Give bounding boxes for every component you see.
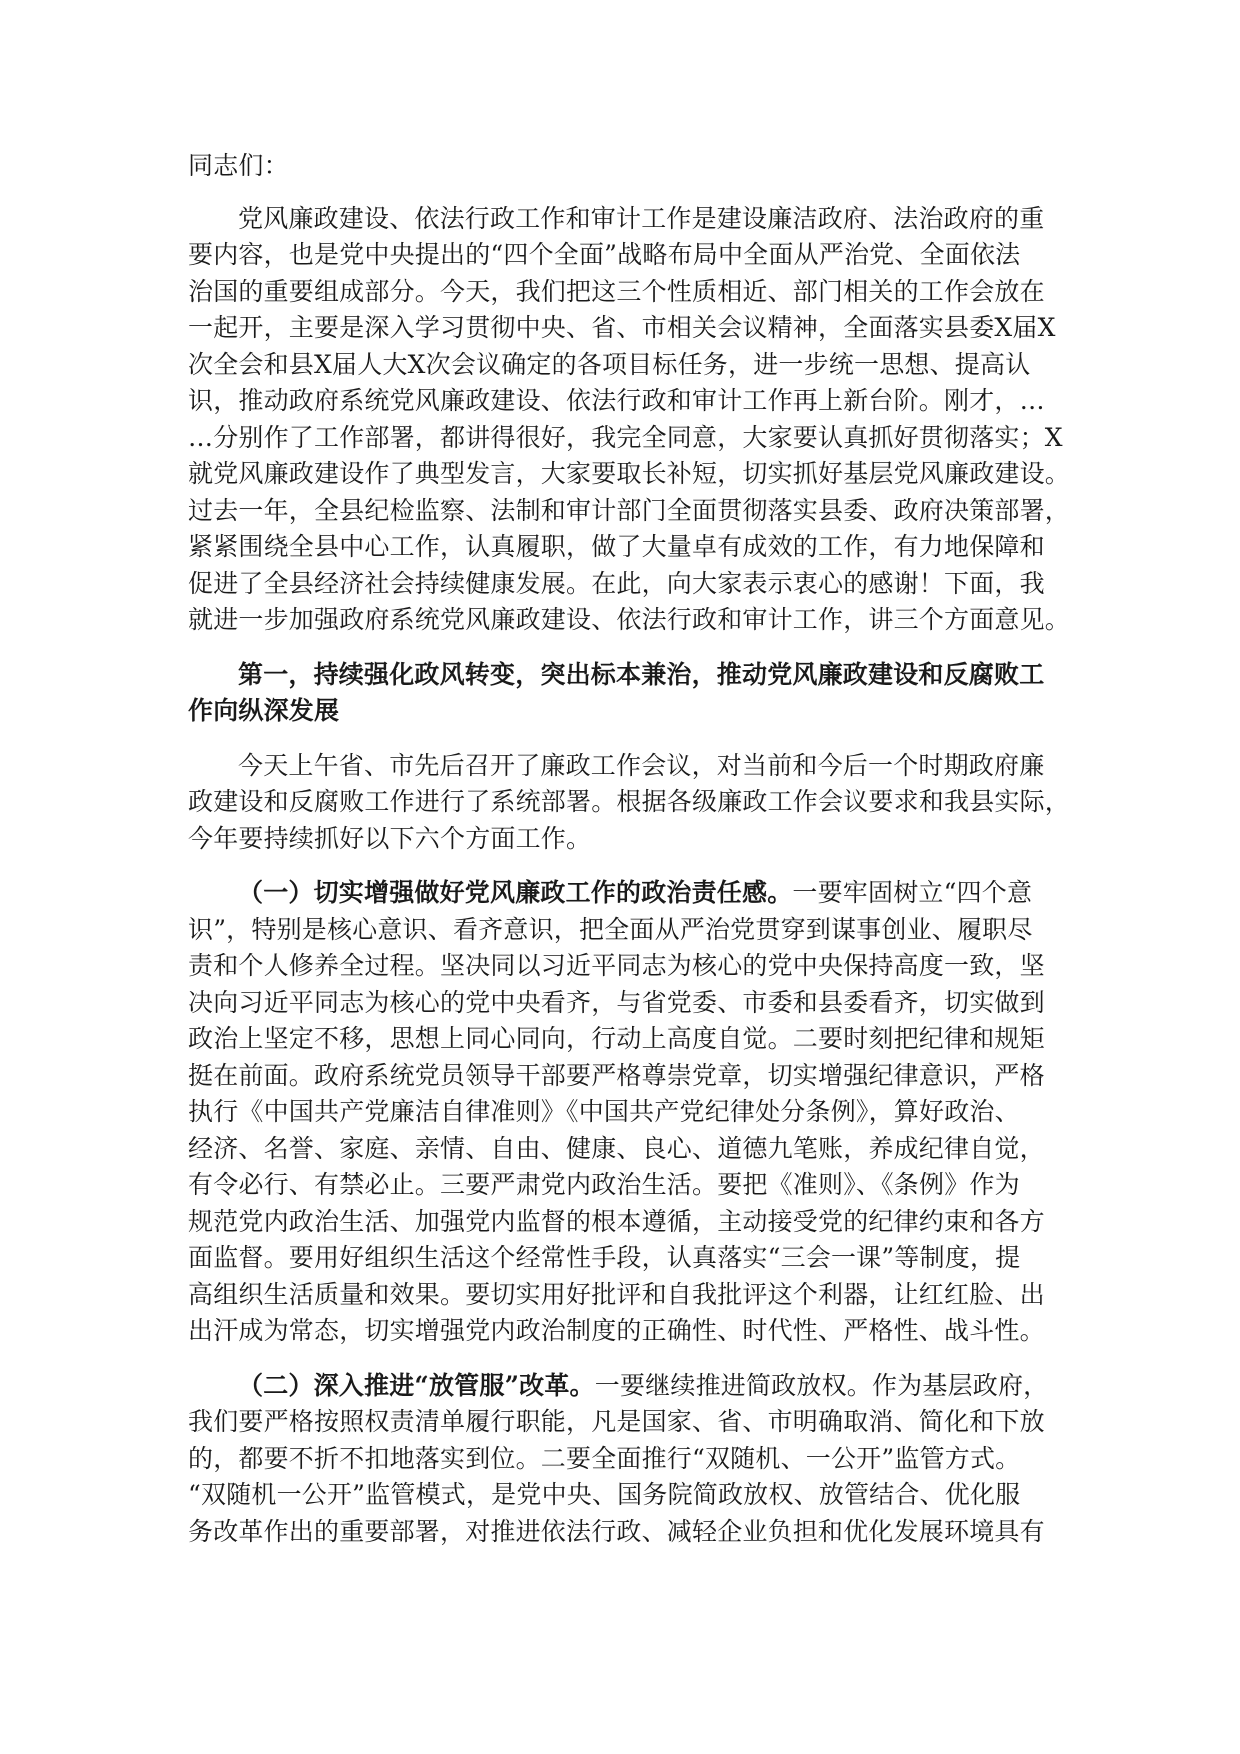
heading-line: 第一，持续强化政风转变，突出标本兼治，推动党风廉政建设和反腐败工	[238, 659, 1045, 689]
subsection-text: 一要继续推进简政放权。作为基层政府，	[594, 1370, 1049, 1400]
paragraph-line: 高组织生活质量和效果。要切实用好批评和自我批评这个利器，让红红脸、出	[188, 1279, 1045, 1309]
paragraph-line: 我们要严格按照权责清单履行职能，凡是国家、省、市明确取消、简化和下放	[188, 1407, 1045, 1436]
intro-line: 要内容，也是党中央提出的“四个全面”战略布局中全面从严治党、全面依法	[188, 240, 1021, 269]
salutation: 同志们：	[188, 151, 289, 180]
intro-line: 紧紧围绕全县中心工作，认真履职，做了大量卓有成效的工作，有力地保障和	[188, 532, 1045, 561]
paragraph-line: 责和个人修养全过程。坚决同以习近平同志为核心的党中央保持高度一致，坚	[188, 951, 1045, 980]
section-heading-1	[188, 657, 1054, 730]
paragraph-line: 有令必行、有禁必止。三要严肃党内政治生活。要把《准则》、《条例》作为	[188, 1170, 1020, 1199]
subsection-first-line	[188, 875, 1054, 912]
paragraph-line: 挺在前面。政府系统党员领导干部要严格尊崇党章，切实增强纪律意识，严格	[188, 1060, 1045, 1090]
paragraph-line: 出汗成为常态，切实增强党内政治制度的正确性、时代性、严格性、战斗性。	[188, 1316, 1045, 1345]
subsection-2	[188, 1368, 1054, 1551]
paragraph-line: 规范党内政治生活、加强党内监督的根本遵循，主动接受党的纪律约束和各方	[188, 1206, 1045, 1236]
paragraph-line: 今年要持续抓好以下六个方面工作。	[188, 823, 592, 853]
paragraph-line: 政治上坚定不移，思想上同心同向，行动上高度自觉。二要时刻把纪律和规矩	[188, 1024, 1045, 1053]
intro-line: …分别作了工作部署，都讲得很好，我完全同意，大家要认真抓好贯彻落实；X	[188, 422, 1063, 452]
intro-line: 次全会和县X届人大X次会议确定的各项目标任务，进一步统一思想、提高认	[188, 349, 1031, 379]
paragraph-line: 决向习近平同志为核心的党中央看齐，与省党委、市委和县委看齐，切实做到	[188, 987, 1045, 1017]
subsection-1	[188, 875, 1054, 1350]
paragraph-line: 的，都要不折不扣地落实到位。二要全面推行“双随机、一公开”监管方式。	[188, 1443, 1021, 1473]
intro-line: 一起开，主要是深入学习贯彻中央、省、市相关会议精神，全面落实县委X届X	[188, 313, 1056, 342]
paragraph-line: 务改革作出的重要部署，对推进依法行政、减轻企业负担和优化发展环境具有	[188, 1516, 1045, 1546]
paragraph-1	[188, 748, 1071, 858]
paragraph-line: 面监督。要用好组织生活这个经常性手段，认真落实“三会一课”等制度，提	[188, 1243, 1021, 1272]
paragraph-line: 经济、名誉、家庭、亲情、自由、健康、良心、道德九笔账，养成纪律自觉，	[188, 1133, 1045, 1163]
heading-line: 作向纵深发展	[188, 696, 340, 725]
intro-line: 党风廉政建设、依法行政工作和审计工作是建设廉洁政府、法治政府的重	[238, 203, 1045, 233]
intro-line: 就进一步加强政府系统党风廉政建设、依法行政和审计工作，讲三个方面意见。	[188, 605, 1071, 634]
intro-line: 过去一年，全县纪检监察、法制和审计部门全面贯彻落实县委、政府决策部署，	[188, 495, 1071, 525]
intro-line: 促进了全县经济社会持续健康发展。在此，向大家表示衷心的感谢！下面，我	[188, 568, 1045, 598]
paragraph-line: 今天上午省、市先后召开了廉政工作会议，对当前和今后一个时期政府廉	[238, 750, 1045, 780]
paragraph-line: 执行《中国共产党廉洁自律准则》《中国共产党纪律处分条例》，算好政治、	[188, 1097, 1020, 1126]
subsection-text: 一要牢固树立“四个意	[792, 878, 1033, 907]
document-page	[188, 148, 1071, 1568]
intro-line: 就党风廉政建设作了典型发言，大家要取长补短，切实抓好基层党风廉政建设。	[188, 459, 1071, 488]
intro-line: 识，推动政府系统党风廉政建设、依法行政和审计工作再上新台阶。刚才，…	[188, 386, 1045, 415]
paragraph-line: 政建设和反腐败工作进行了系统部署。根据各级廉政工作会议要求和我县实际，	[188, 787, 1071, 816]
subsection-first-line	[188, 1368, 1054, 1405]
intro-line: 治国的重要组成部分。今天，我们把这三个性质相近、部门相关的工作会放在	[188, 276, 1045, 306]
paragraph-line: 识”，特别是核心意识、看齐意识，把全面从严治党贯穿到谋事创业、履职尽	[188, 914, 1033, 944]
intro-paragraph	[188, 201, 1071, 639]
subsection-title: （二）深入推进“放管服”改革。	[238, 1370, 595, 1400]
subsection-title: （一）切实增强做好党风廉政工作的政治责任感。	[238, 878, 793, 907]
paragraph-line: “双随机一公开”监管模式，是党中央、国务院简政放权、放管结合、优化服	[188, 1480, 1021, 1509]
